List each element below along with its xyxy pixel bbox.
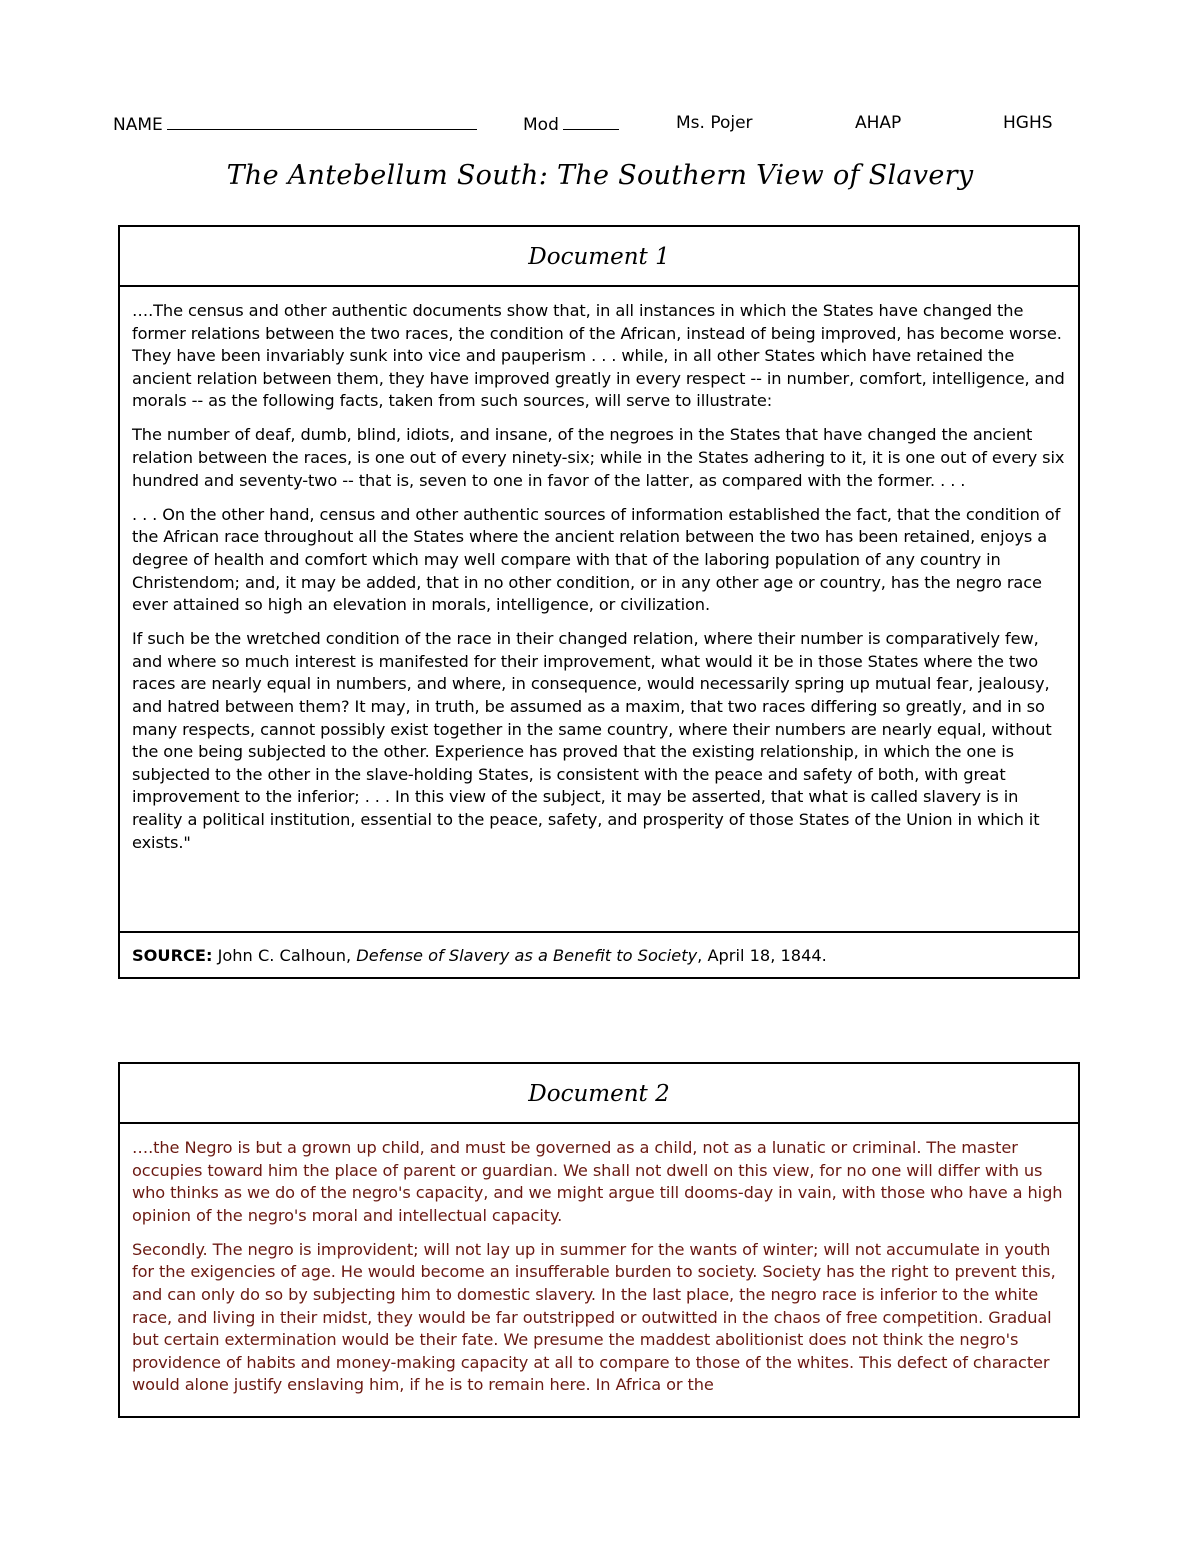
document-2-paragraph: ….the Negro is but a grown up child, and must be governed as a child, not as a lunatic or criminal. The master occupies toward him the place of parent or guardian. We shall not dwell on this view, for no one will differ with us who thinks as we do of the negro's capacity, and we might argue till dooms-day in vain, with those who have a high opinion of the negro's moral and intellectual capacity. xyxy=(132,1138,1063,1225)
document-2-heading: Document 2 xyxy=(120,1064,1078,1124)
document-1-paragraph: . . . On the other hand, census and other authentic sources of information established the fact, that the condition of the African race throughout all the States where the ancient relation between the two has been retained, enjoys a degree of health and comfort which may well compare with that of the laboring population of any country in Christendom; and, it may be added, that in no other condition, or in any other age or country, has the negro race ever attained so high an elevation in morals, intelligence, or civilization. xyxy=(132,504,1061,615)
school-name: HGHS xyxy=(1003,113,1053,133)
name-blank[interactable] xyxy=(167,113,477,130)
document-2-box xyxy=(118,1062,1080,1418)
teacher-name: Ms. Pojer xyxy=(676,113,753,133)
document-1-body xyxy=(120,287,1078,931)
worksheet-header xyxy=(113,113,1073,139)
document-1-box xyxy=(118,225,1080,979)
document-2-paragraph: Secondly. The negro is improvident; will not lay up in summer for the wants of winter; will not accumulate in youth for the exigencies of age. He would become an insufferable burden to society. Society has the right to prevent this, and can only do so by subjecting him to domestic slavery. In the last place, the negro race is inferior to the white race, and living in their midst, they would be far outstripped or outwitted in the chaos of free competition. Gradual but certain extermination would be their fate. We presume the maddest abolitionist does not think the negro's providence of habits and money-making capacity at all to compare to those of the whites. This defect of character would alone justify enslaving him, if he is to remain here. In Africa or the xyxy=(132,1239,1056,1395)
document-1-source xyxy=(120,931,1078,977)
document-1-paragraph: If such be the wretched condition of the race in their changed relation, where their number is comparatively few, and where so much interest is manifested for their improvement, what would it be in those States where the two races are nearly equal in numbers, and where, in consequence, would necessarily spring up mutual fear, jealousy, and hatred between them? It may, in truth, be assumed as a maxim, that two races differing so greatly, and in so many respects, cannot possibly exist together in the same country, where their numbers are nearly equal, without the one being subjected to the other. Experience has proved that the existing relationship, in which the one is subjected to the other in the slave-holding States, is consistent with the peace and safety of both, with great improvement to the inferior; . . . In this view of the subject, it may be asserted, that what is called slavery is in reality a political institution, essential to the peace, safety, and prosperity of those States of the Union in which it exists." xyxy=(132,629,1052,852)
mod-field xyxy=(523,113,619,135)
mod-label: Mod xyxy=(523,115,559,135)
mod-blank[interactable] xyxy=(563,113,619,130)
page-title: The Antebellum South: The Southern View of Slavery xyxy=(226,160,974,191)
name-field xyxy=(113,113,477,135)
document-1-paragraph: The number of deaf, dumb, blind, idiots, and insane, of the negroes in the States that have changed the ancient relation between the races, is one out of every ninety-six; while in the States adhering to it, it is one out of every six hundred and seventy-two -- that is, seven to one in favor of the latter, as compared with the former. . . . xyxy=(132,425,1065,490)
document-1-paragraph: ….The census and other authentic documents show that, in all instances in which the States have changed the former relations between the two races, the condition of the African, instead of being improved, has become worse. They have been invariably sunk into vice and pauperism . . . while, in all other States which have retained the ancient relation between them, they have improved greatly in every respect -- in number, comfort, intelligence, and morals -- as the following facts, taken from such sources, will serve to illustrate: xyxy=(132,301,1065,411)
name-label: NAME xyxy=(113,115,163,135)
source-work-title: Defense of Slavery as a Benefit to Society xyxy=(356,946,698,965)
source-author: John C. Calhoun, xyxy=(217,946,352,965)
source-date: , April 18, 1844. xyxy=(697,946,827,965)
course-name: AHAP xyxy=(855,113,902,133)
document-2-body xyxy=(120,1124,1078,1416)
source-label: SOURCE: xyxy=(132,946,213,965)
document-1-heading: Document 1 xyxy=(120,227,1078,287)
